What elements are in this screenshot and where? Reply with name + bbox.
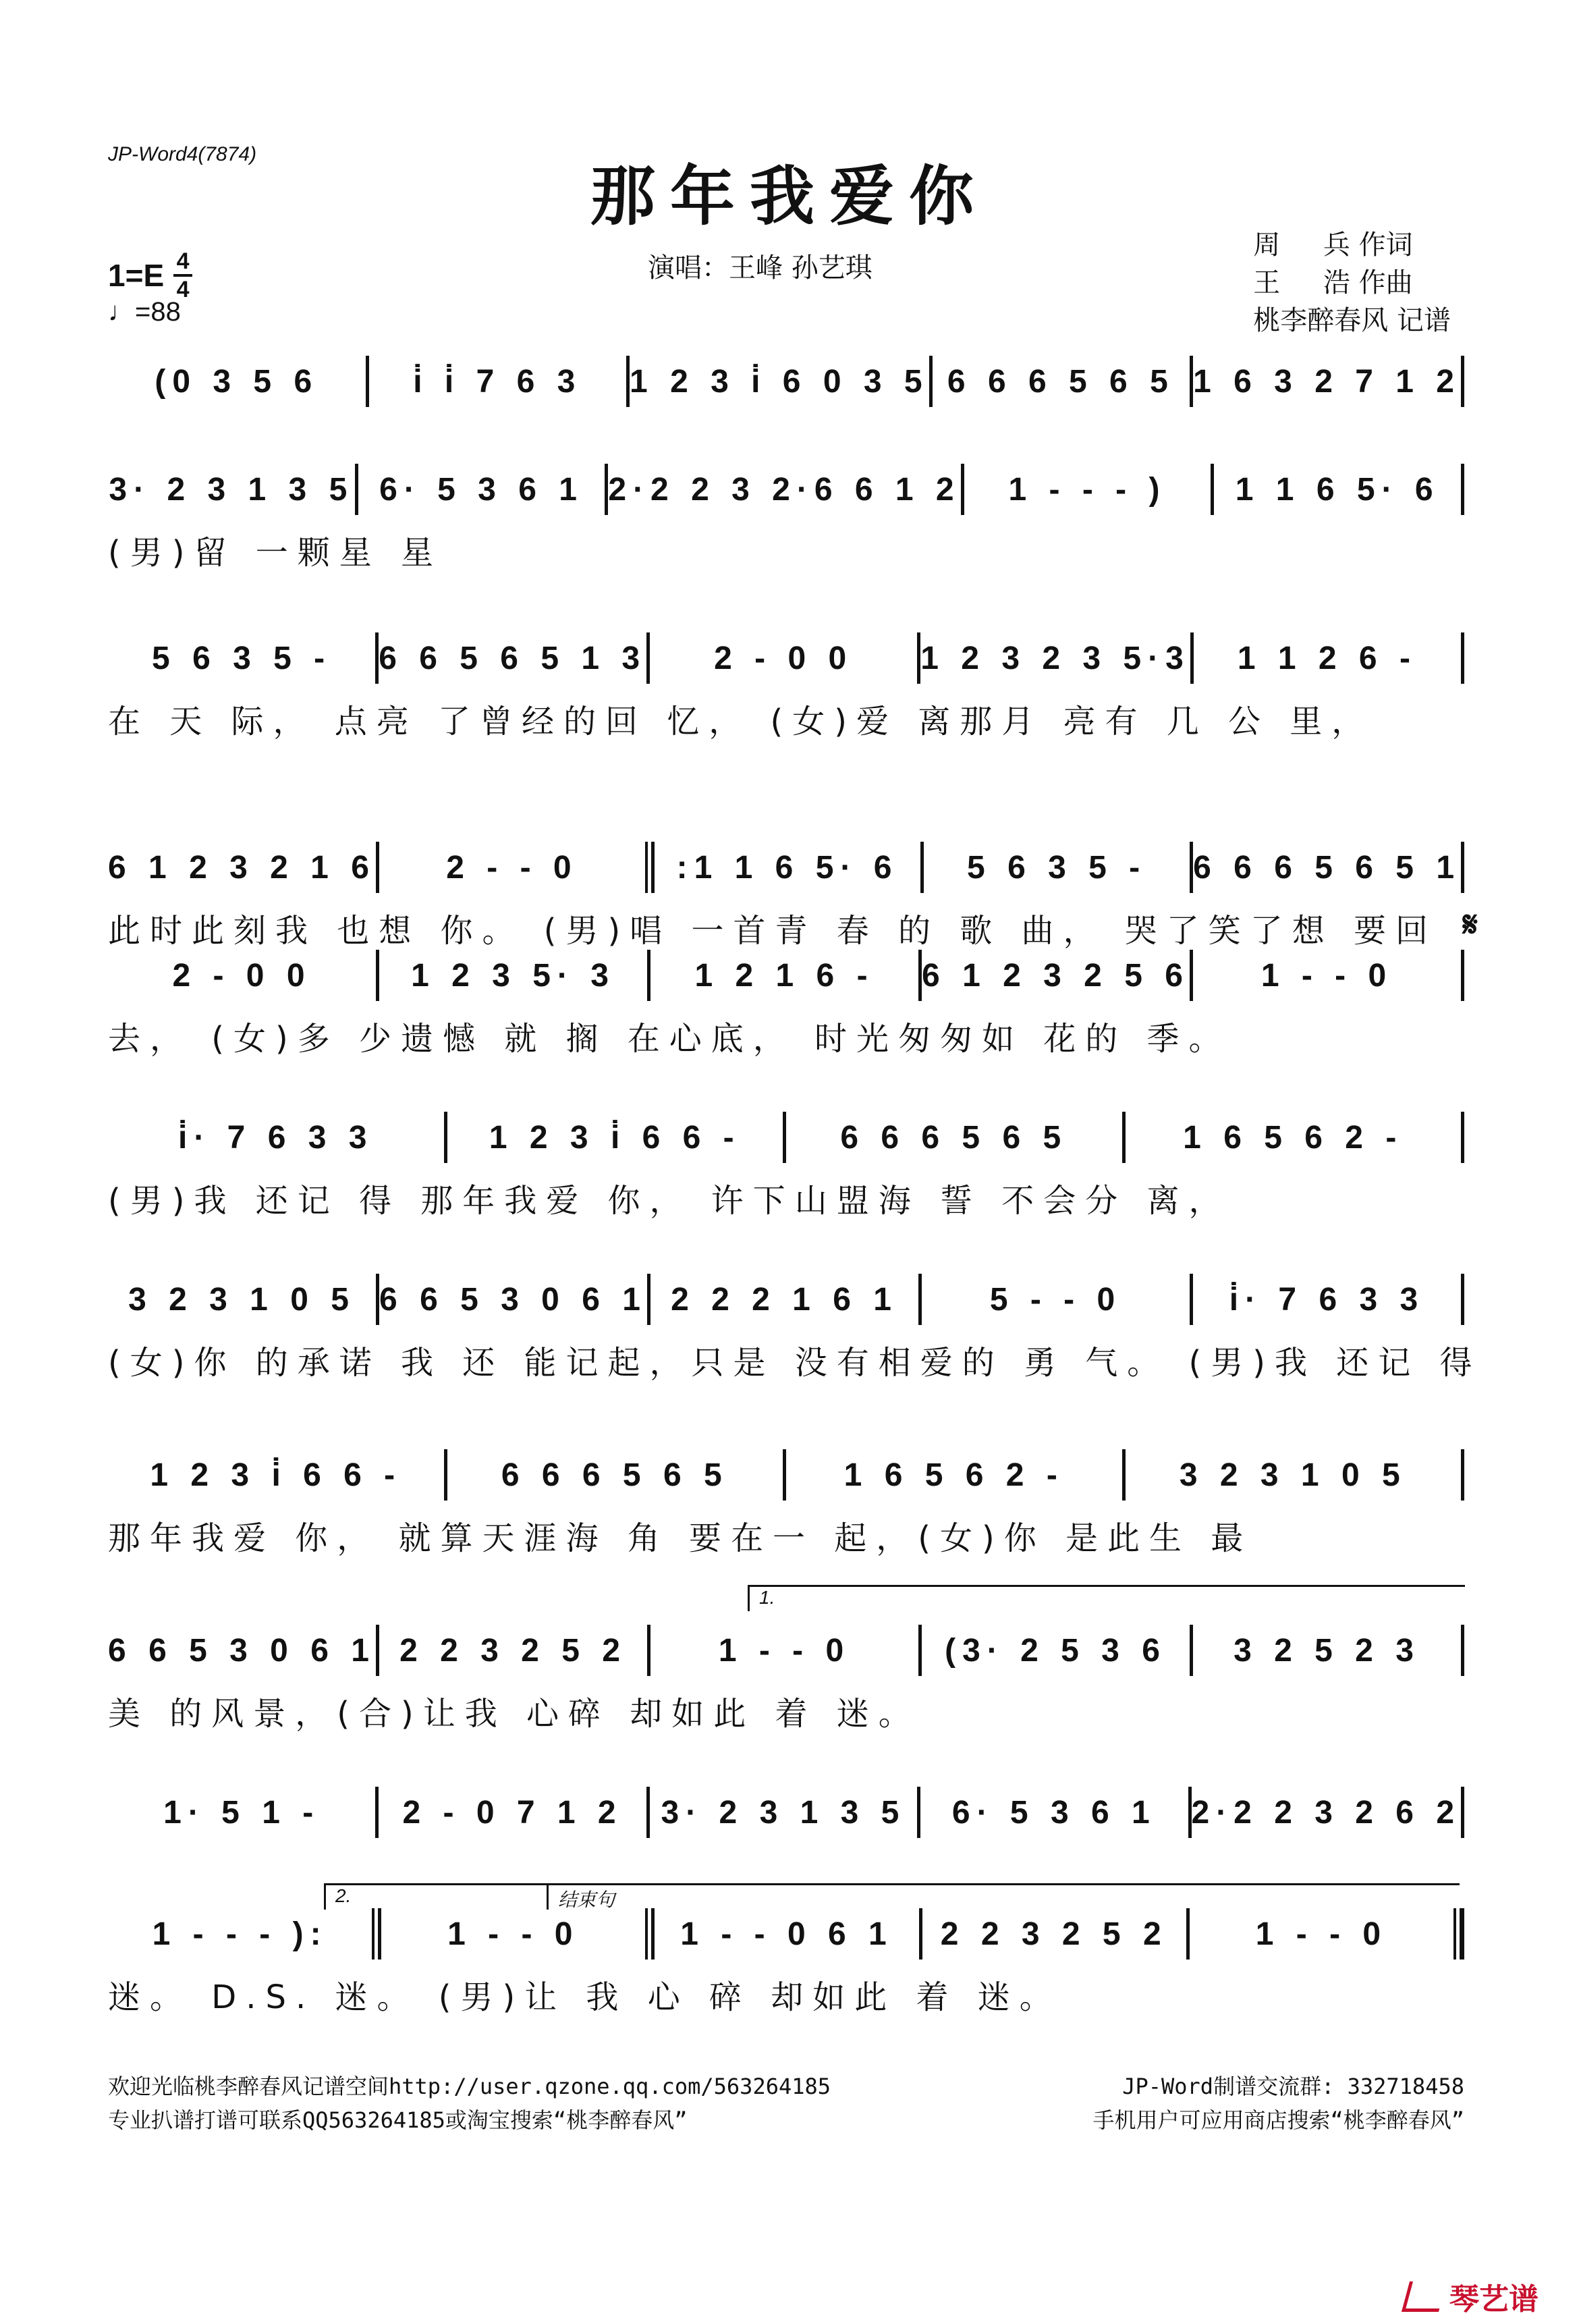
measure: 2 2 2 1 6 1 xyxy=(671,1281,898,1318)
footer-contact: 专业扒谱打谱可联系QQ563264185或淘宝搜索“桃李醉春风” xyxy=(108,2107,688,2133)
lyrics-line: (女)你 的承诺 我 还 能记起，只是 没有相爱的 勇 气。 (男)我 还记 得 xyxy=(108,1344,1482,1382)
lyrics-line: (男)留 一颗星 星 xyxy=(108,534,443,572)
notation-line xyxy=(108,1107,1464,1168)
site-logo xyxy=(1406,2275,1539,2318)
barline xyxy=(372,1908,381,1960)
measure: 6 6 6 5 6 5 xyxy=(947,363,1175,400)
measure: 5 6 3 5 - xyxy=(967,849,1147,886)
barline xyxy=(1453,1908,1464,1960)
measure: 6 1 2 3 2 5 6 xyxy=(922,957,1190,994)
measure: 1 - - - ): xyxy=(152,1916,328,1952)
measure: 6· 5 3 6 1 xyxy=(951,1794,1157,1831)
measure: 3 2 5 2 3 xyxy=(1234,1632,1420,1669)
segno-sign: 𝄋 xyxy=(1462,904,1478,945)
measure: (3· 2 5 3 6 xyxy=(945,1632,1167,1669)
credits-block xyxy=(1253,226,1451,340)
measure: i̇· 7 6 3 3 xyxy=(1229,1281,1425,1318)
measure: 5 - - 0 xyxy=(989,1281,1122,1318)
measure: 1 2 3 i̇ 6 6 - xyxy=(489,1119,741,1156)
barline xyxy=(1461,1449,1464,1501)
volta-first-ending: 1. xyxy=(748,1585,1465,1611)
measure: 3· 2 3 1 3 5 xyxy=(109,471,354,508)
measure: 1 - - 0 xyxy=(1261,957,1393,994)
measure: 1 2 3 i̇ 6 0 3 5 xyxy=(630,363,929,400)
measure: 1 - - 0 xyxy=(718,1632,851,1669)
lyricist-credit: 周 兵 作词 xyxy=(1253,229,1413,261)
lyrics-line: 在 天 际， 点亮 了曾经的回 忆， (女)爱 离那月 亮有 几 公 里， xyxy=(108,703,1374,740)
measure: (0 3 5 6 xyxy=(155,363,319,400)
logo-text: 琴艺谱 xyxy=(1449,2282,1539,2317)
lyrics-line: 美 的风景，(合)让我 心碎 却如此 着 迷。 xyxy=(108,1695,920,1733)
lyrics-line: 去， (女)多 少遗憾 就 搁 在心底， 时光匆匆如 花的 季。 xyxy=(108,1020,1231,1058)
notation-line xyxy=(108,459,1464,520)
measure: 3 2 3 1 0 5 xyxy=(128,1281,356,1318)
measure: 1 1 6 5· 6 xyxy=(1235,471,1440,508)
software-label: JP-Word4(7874) xyxy=(108,143,257,165)
lyrics-line: 那年我爱 你， 就算天涯海 角 要在一 起，(女)你 是此生 最 xyxy=(108,1519,1253,1557)
barline xyxy=(1461,632,1464,684)
measure: 3· 2 3 1 3 5 xyxy=(661,1794,906,1831)
coda-ending: 结束句 xyxy=(547,1883,1460,1910)
measure: i̇· 7 6 3 3 xyxy=(178,1119,374,1156)
measure: 1 2 3 i̇ 6 6 - xyxy=(150,1457,402,1493)
barline xyxy=(645,842,655,893)
measure: 6 6 6 5 6 5 1 xyxy=(1193,849,1462,886)
lyrics-line: 迷。 D.S. 迷。 (男)让 我 心 碎 却如此 着 迷。 xyxy=(108,1978,1061,2016)
notation-line xyxy=(108,628,1464,688)
measure: 1 2 3 2 3 5·3 xyxy=(920,640,1190,676)
barline xyxy=(645,1908,655,1960)
notation-line xyxy=(108,1903,1464,1964)
logo-icon xyxy=(1402,2281,1447,2312)
measure: 2 - 0 0 xyxy=(172,957,312,994)
measure: 2 2 3 2 5 2 xyxy=(940,1916,1168,1952)
footer-line-2 xyxy=(108,2103,1464,2134)
barline xyxy=(1461,1625,1464,1676)
notation-line xyxy=(108,1620,1464,1681)
measure: 1 1 2 6 - xyxy=(1237,640,1417,676)
measure: i̇ i̇ 7 6 3 xyxy=(413,363,582,400)
measure: 6 1 2 3 2 1 6 xyxy=(108,849,376,886)
measure: 6 6 6 5 6 5 xyxy=(840,1119,1068,1156)
footer-app: 手机用户可应用商店搜索“桃李醉春风” xyxy=(1092,2107,1464,2133)
barline xyxy=(1461,950,1464,1001)
volta-second-ending: 2. xyxy=(324,1883,549,1910)
notation-line xyxy=(108,837,1464,898)
measure: 5 6 3 5 - xyxy=(152,640,332,676)
lyrics-line: 此时此刻我 也想 你。 (男)唱 一首青 春 的 歌 曲， 哭了笑了想 要回 xyxy=(108,912,1438,950)
singer-credit: 演唱：王峰 孙艺琪 xyxy=(648,252,872,283)
lyrics-line: (男)我 还记 得 那年我爱 你， 许下山盟海 誓 不会分 离， xyxy=(108,1182,1231,1220)
time-signature: 4 4 xyxy=(173,250,192,301)
tempo-marking: ♩=88 xyxy=(108,297,181,327)
barline xyxy=(1461,356,1464,407)
measure: 1 6 3 2 7 1 2 xyxy=(1193,363,1461,400)
barline xyxy=(1461,1112,1464,1163)
measure: 1 - - - ) xyxy=(1008,471,1167,508)
measure: 2·2 2 3 2·6 6 1 2 xyxy=(608,471,961,508)
barline xyxy=(1461,1787,1464,1838)
song-title: 那年我爱你 xyxy=(590,158,989,234)
measure: 1 2 1 6 - xyxy=(694,957,875,994)
key-signature xyxy=(108,250,192,301)
measure: 6 6 6 5 6 5 xyxy=(501,1457,729,1493)
measure: 2 - 0 0 xyxy=(714,640,854,676)
measure: 6 6 5 3 0 6 1 xyxy=(108,1632,376,1669)
barline xyxy=(1461,1274,1464,1325)
key-label: 1=E xyxy=(108,258,165,293)
measure: 1· 5 1 - xyxy=(163,1794,321,1831)
measure: 1 - - 0 xyxy=(1255,1916,1388,1952)
footer-website: 欢迎光临桃李醉春风记谱空间http://user.qzone.qq.com/563264185 xyxy=(108,2074,831,2099)
measure: :1 1 6 5· 6 xyxy=(676,849,899,886)
transcriber-credit: 桃李醉春风 记谱 xyxy=(1253,305,1451,336)
barline xyxy=(1461,842,1464,893)
measure: 6 6 5 3 0 6 1 xyxy=(379,1281,647,1318)
measure: 1 6 5 6 2 - xyxy=(1183,1119,1404,1156)
measure: 1 2 3 5· 3 xyxy=(411,957,615,994)
measure: 2 2 3 2 5 2 xyxy=(399,1632,627,1669)
measure: 3 2 3 1 0 5 xyxy=(1179,1457,1407,1493)
measure: 6· 5 3 6 1 xyxy=(379,471,584,508)
measure: 1 - - 0 xyxy=(447,1916,580,1952)
composer-credit: 王 浩 作曲 xyxy=(1253,267,1413,298)
notation-line xyxy=(108,945,1464,1006)
measure: 2 - - 0 xyxy=(446,849,578,886)
measure: 6 6 5 6 5 1 3 xyxy=(379,640,647,676)
notation-line xyxy=(108,1269,1464,1330)
measure: 1 6 5 6 2 - xyxy=(843,1457,1064,1493)
footer-line-1 xyxy=(108,2070,1464,2101)
notation-line xyxy=(108,1782,1464,1843)
notation-line xyxy=(108,1444,1464,1505)
measure: 2·2 2 3 2 6 2 xyxy=(1191,1794,1462,1831)
footer-group: JP-Word制谱交流群: 332718458 xyxy=(1122,2074,1464,2099)
measure: 2 - 0 7 1 2 xyxy=(402,1794,623,1831)
barline xyxy=(1461,464,1464,515)
measure: 1 - - 0 6 1 xyxy=(680,1916,893,1952)
notation-line xyxy=(108,351,1464,412)
